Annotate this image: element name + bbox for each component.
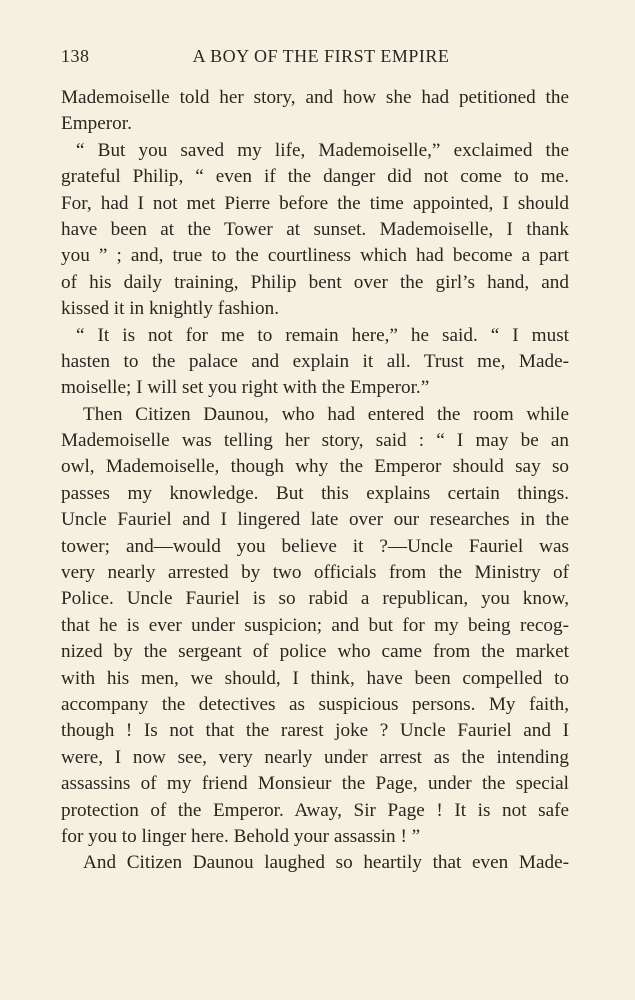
text-line: with his men, we should, I think, have been compelled to (61, 667, 569, 689)
text-line: very nearly arrested by two officials from the Ministry of (61, 562, 569, 584)
text-line: grateful Philip, “ even if the danger did not come to me. (61, 166, 569, 188)
text-line: passes my knowledge. But this explains certain things. (61, 482, 569, 504)
text-line: “ But you saved my life, Mademoiselle,” exclaimed the (76, 139, 569, 161)
text-line: hasten to the palace and explain it all. Trust me, Made- (61, 350, 569, 372)
running-title: A BOY OF THE FIRST EMPIRE (192, 46, 450, 66)
text-line: though ! Is not that the rarest joke ? Uncle Fauriel and I (61, 720, 569, 742)
text-line: accompany the detectives as suspicious persons. My faith, (61, 693, 569, 715)
page-number: 138 (61, 46, 90, 66)
body-text (61, 85, 569, 877)
page-header (61, 46, 569, 70)
text-line: kissed it in knightly fashion. (61, 298, 279, 320)
text-line: you ” ; and, true to the courtliness which had become a part (61, 245, 569, 267)
text-line: owl, Mademoiselle, though why the Emperor should say so (61, 456, 569, 478)
text-line: Emperor. (61, 113, 132, 135)
text-line: of his daily training, Philip bent over the girl’s hand, and (61, 271, 569, 293)
text-line: assassins of my friend Monsieur the Page, under the special (61, 773, 569, 795)
text-line: have been at the Tower at sunset. Mademoiselle, I thank (61, 218, 569, 240)
text-line: nized by the sergeant of police who came from the market (61, 641, 569, 663)
text-line: tower; and—would you believe it ?—Uncle Fauriel was (61, 535, 569, 557)
text-line: “ It is not for me to remain here,” he said. “ I must (76, 324, 569, 346)
text-line: Mademoiselle was telling her story, said : “ I may be an (61, 430, 569, 452)
text-line: And Citizen Daunou laughed so heartily that even Made- (83, 852, 569, 874)
text-line: Then Citizen Daunou, who had entered the room while (83, 403, 569, 425)
text-line: moiselle; I will set you right with the Emperor.” (61, 377, 430, 399)
text-line: Mademoiselle told her story, and how she had petitioned the (61, 87, 569, 108)
text-line: For, had I not met Pierre before the time appointed, I should (61, 192, 569, 214)
text-line: that he is ever under suspicion; and but for my being recog- (61, 614, 569, 636)
text-line: protection of the Emperor. Away, Sir Page ! It is not safe (61, 799, 569, 821)
text-line: were, I now see, very nearly under arrest as the intending (61, 746, 569, 768)
text-line: Uncle Fauriel and I lingered late over our researches in the (61, 509, 569, 531)
text-line: for you to linger here. Behold your assassin ! ” (61, 825, 421, 847)
text-line: Police. Uncle Fauriel is so rabid a republican, you know, (61, 588, 569, 610)
